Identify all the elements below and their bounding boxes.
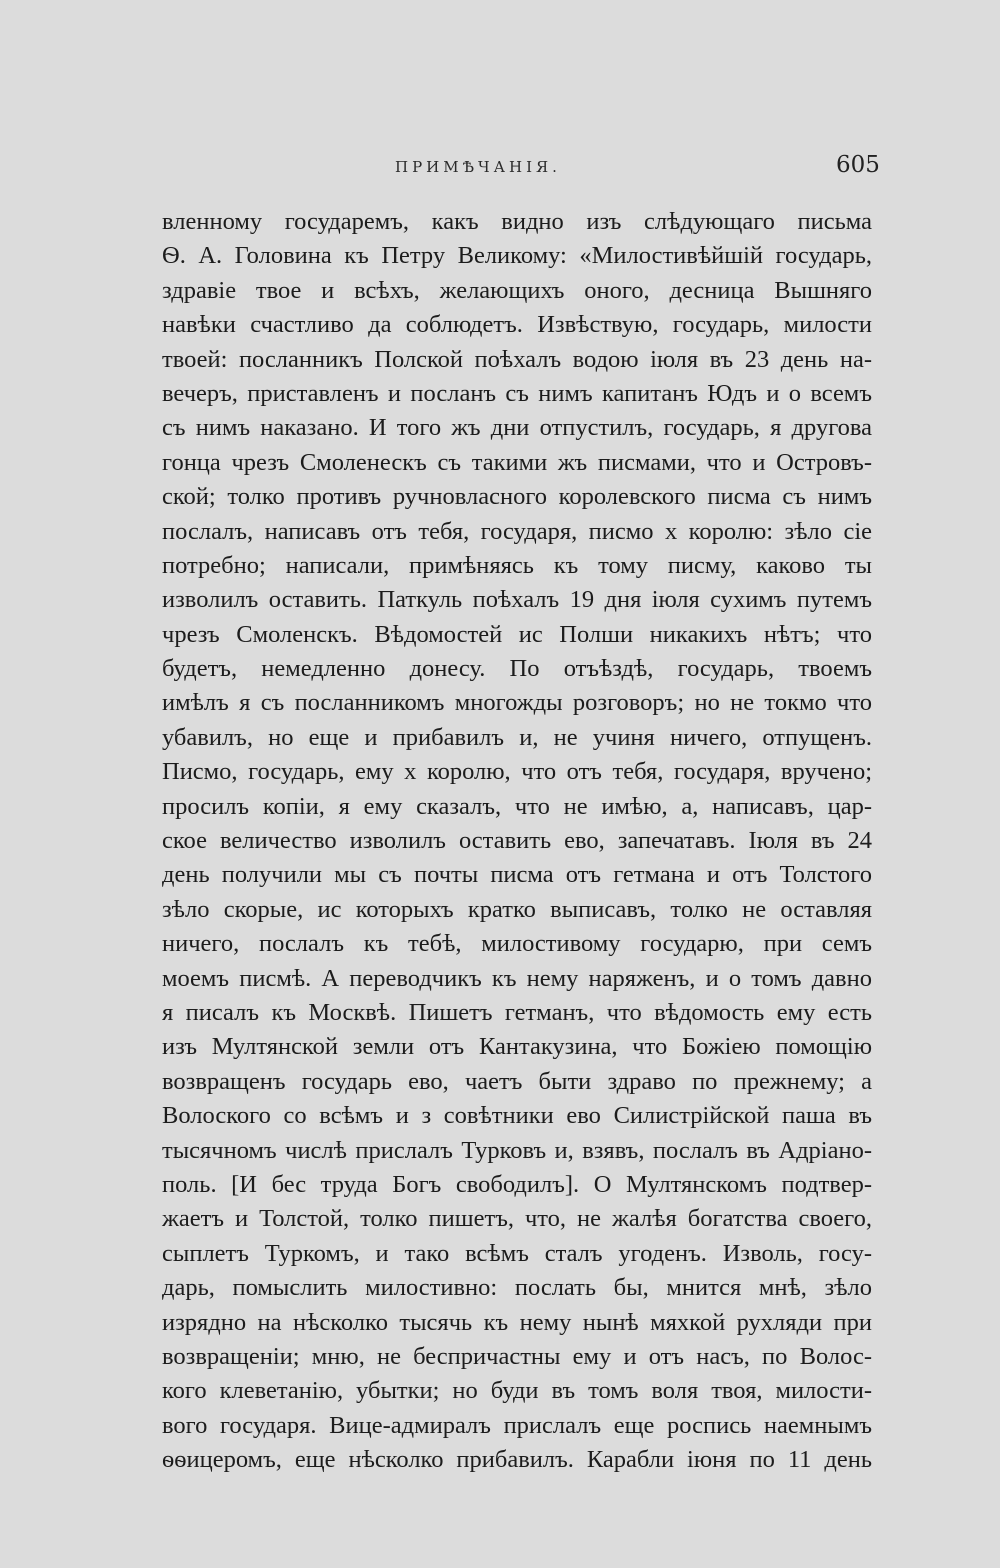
text-line: тысячномъ числѣ прислалъ Турковъ и, взявъ, послалъ въ Адріано- bbox=[162, 1136, 872, 1164]
running-head-title: ПРИМѢЧАНІЯ. bbox=[395, 158, 561, 176]
text-line: вленному государемъ, какъ видно изъ слѣдующаго письма bbox=[162, 208, 872, 235]
text-line: жаетъ и Толстой, толко пишетъ, что, не жалѣя богатства своего, bbox=[162, 1205, 872, 1233]
text-line: Волоского со всѣмъ и з совѣтники ево Силистрійской паша въ bbox=[162, 1102, 872, 1130]
text-line: убавилъ, но еще и прибавилъ и, не учиня ничего, отпущенъ. bbox=[162, 723, 872, 751]
page-number: 605 bbox=[836, 152, 880, 178]
text-line: имѣлъ я съ посланникомъ многожды розговоръ; но не токмо что bbox=[162, 689, 872, 717]
text-line: Ѳ. А. Головина къ Петру Великому: «Милостивѣйшій государь, bbox=[162, 242, 872, 270]
text-line: ское величество изволилъ оставить ево, запечатавъ. Іюля въ 24 bbox=[162, 827, 872, 855]
text-line: кого клеветанію, убытки; но буди въ томъ воля твоя, милости- bbox=[162, 1377, 872, 1405]
text-line: просилъ копіи, я ему сказалъ, что не имѣю, а, написавъ, цар- bbox=[162, 792, 872, 820]
text-line: ской; толко противъ ручновласного королевского писма съ нимъ bbox=[162, 483, 872, 511]
text-line: дарь, помыслить милостивно: послать бы, мнится мнѣ, зѣло bbox=[162, 1274, 872, 1302]
text-line: навѣки счастливо да соблюдетъ. Извѣствую, государь, милости bbox=[162, 311, 872, 339]
text-line: изрядно на нѣсколко тысячь къ нему нынѣ мяхкой рухляди при bbox=[162, 1308, 872, 1336]
text-line: твоей: посланникъ Полской поѣхалъ водою іюля въ 23 день на- bbox=[162, 345, 872, 373]
text-line: сыплетъ Туркомъ, и тако всѣмъ сталъ угоденъ. Изволь, госу- bbox=[162, 1239, 872, 1267]
text-line: ничего, послалъ къ тебѣ, милостивому государю, при семъ bbox=[162, 930, 872, 958]
text-line: ѳѳицеромъ, еще нѣсколко прибавилъ. Карабли іюня по 11 день bbox=[162, 1446, 872, 1474]
text-line: изъ Мултянской земли отъ Кантакузина, что Божіею помощію bbox=[162, 1033, 872, 1061]
text-line: здравіе твое и всѣхъ, желающихъ оного, десница Вышняго bbox=[162, 276, 872, 304]
text-line: потребно; написали, примѣняясь къ тому писму, каково ты bbox=[162, 551, 872, 579]
text-line: возвращенъ государь ево, чаетъ быти здраво по прежнему; а bbox=[162, 1067, 872, 1095]
text-line: будетъ, немедленно донесу. По отъѣздѣ, государь, твоемъ bbox=[162, 655, 872, 683]
text-line: моемъ писмѣ. А переводчикъ къ нему наряженъ, и о томъ давно bbox=[162, 964, 872, 992]
text-line: изволилъ оставить. Паткуль поѣхалъ 19 дня іюля сухимъ путемъ bbox=[162, 586, 872, 614]
text-line: возвращеніи; мню, не беспричастны ему и отъ насъ, по Волос- bbox=[162, 1342, 872, 1370]
text-line: чрезъ Смоленскъ. Вѣдомостей ис Полши никакихъ нѣтъ; что bbox=[162, 620, 872, 648]
body-text bbox=[162, 205, 872, 1477]
text-line: Писмо, государь, ему х королю, что отъ тебя, государя, вручено; bbox=[162, 758, 872, 786]
text-line: вого государя. Вице-адмиралъ прислалъ еще роспись наемнымъ bbox=[162, 1411, 872, 1439]
text-line: день получили мы съ почты писма отъ гетмана и отъ Толстого bbox=[162, 861, 872, 889]
text-line: съ нимъ наказано. И того жъ дни отпустилъ, государь, я другова bbox=[162, 414, 872, 442]
text-line: послалъ, написавъ отъ тебя, государя, писмо х королю: зѣло сіе bbox=[162, 517, 872, 545]
text-line: я писалъ къ Москвѣ. Пишетъ гетманъ, что вѣдомость ему есть bbox=[162, 998, 872, 1026]
text-line: зѣло скорые, ис которыхъ кратко выписавъ, толко не оставляя bbox=[162, 895, 872, 923]
text-line: поль. [И бес труда Богъ свободилъ]. О Мултянскомъ подтвер- bbox=[162, 1170, 872, 1198]
text-line: гонца чрезъ Смоленескъ съ такими жъ писмами, что и Островъ- bbox=[162, 448, 872, 476]
text-line: вечеръ, приставленъ и посланъ съ нимъ капитанъ Юдъ и о всемъ bbox=[162, 379, 872, 407]
